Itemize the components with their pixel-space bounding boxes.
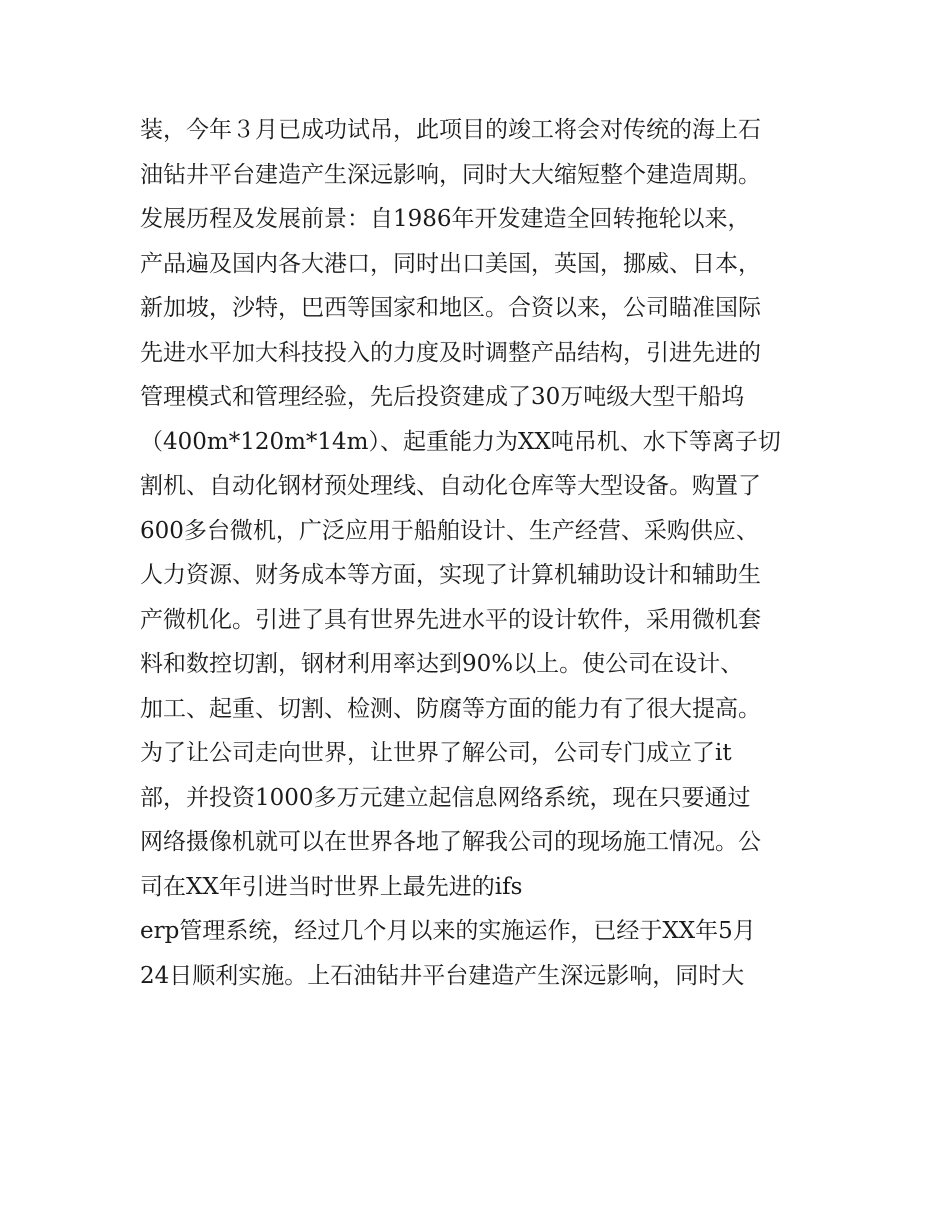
text-line: 产品遍及国内各大港口，同时出口美国，英国，挪威、日本，: [140, 250, 761, 277]
text-line: 为了让公司走向世界，让世界了解公司，公司专门成立了it: [140, 740, 732, 766]
text-line: 网络摄像机就可以在世界各地了解我公司的现场施工情况。公: [140, 829, 761, 855]
text-line: 装，今年３月已成功试吊，此项目的竣工将会对传统的海上石: [140, 117, 761, 143]
text-line: 新加坡，沙特，巴西等国家和地区。合资以来，公司瞄准国际: [140, 295, 761, 321]
text-line: 24日顺利实施。上石油钻井平台建造产生深远影响，同时大: [140, 962, 745, 989]
text-line: 油钻井平台建造产生深远影响，同时大大缩短整个建造周期。: [140, 161, 761, 188]
text-line: 产微机化。引进了具有世界先进水平的设计软件，采用微机套: [140, 606, 761, 633]
text-line: 部，并投资1000多万元建立起信息网络系统，现在只要通过: [140, 784, 751, 811]
text-line: 管理模式和管理经验，先后投资建成了30万吨级大型干船坞: [140, 384, 745, 410]
text-line: 发展历程及发展前景：自1986年开发建造全回转拖轮以来，: [140, 206, 751, 232]
text-line: 割机、自动化钢材预处理线、自动化仓库等大型设备。购置了: [140, 473, 761, 499]
text-line: 先进水平加大科技投入的力度及时调整产品结构，引进先进的: [140, 339, 761, 366]
text-line: 司在XX年引进当时世界上最先进的ifs: [140, 873, 523, 900]
text-line: 料和数控切割，钢材利用率达到90%以上。使公司在设计、: [140, 651, 744, 677]
text-line: 人力资源、财务成本等方面，实现了计算机辅助设计和辅助生: [140, 562, 761, 588]
text-line: erp管理系统，经过几个月以来的实施运作，已经于XX年5月: [140, 918, 756, 944]
text-line: （400m*120m*14m）、起重能力为XX吨吊机、水下等离子切: [140, 428, 781, 455]
text-line: 600多台微机，广泛应用于船舶设计、生产经营、采购供应、: [140, 517, 759, 544]
document-body: [140, 108, 830, 998]
text-line: 加工、起重、切割、检测、防腐等方面的能力有了很大提高。: [140, 695, 761, 722]
